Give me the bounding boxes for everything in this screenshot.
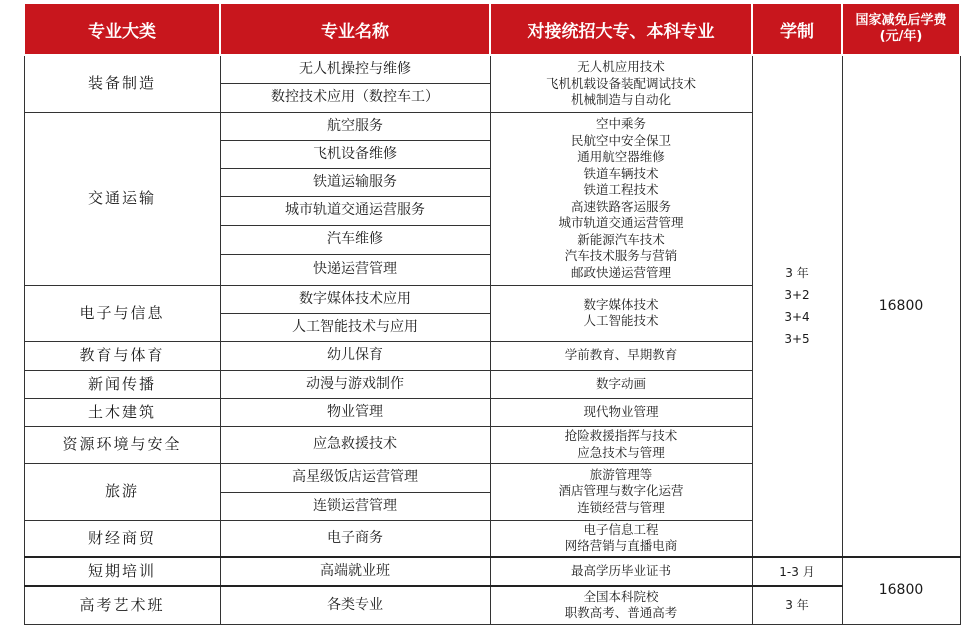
category-cell: 高考艺术班	[24, 586, 220, 624]
category-cell: 短期培训	[24, 557, 220, 586]
category-cell: 土木建筑	[24, 398, 220, 426]
target-line: 职教高考、普通高考	[564, 605, 678, 621]
duration-line: 3+5	[784, 332, 810, 346]
major-cell: 各类专业	[220, 586, 490, 624]
duration-cell	[752, 55, 842, 557]
header-fee-line2: (元/年)	[879, 29, 923, 44]
major-cell: 城市轨道交通运营服务	[220, 196, 490, 225]
target-cell	[490, 586, 752, 624]
tuition-table-container	[23, 4, 961, 625]
major-cell: 汽车维修	[220, 225, 490, 254]
header-fee-line1: 国家减免后学费	[855, 13, 947, 28]
category-cell: 新闻传播	[24, 370, 220, 398]
major-cell: 物业管理	[220, 398, 490, 426]
target-line: 人工智能技术	[583, 313, 659, 328]
category-cell: 交通运输	[24, 112, 220, 285]
target-cell: 学前教育、早期教育	[490, 341, 752, 370]
major-cell: 连锁运营管理	[220, 492, 490, 520]
category-cell: 电子与信息	[24, 285, 220, 341]
header-fee	[842, 4, 960, 55]
target-line: 数字媒体技术	[583, 296, 659, 312]
fee-cell: 16800	[842, 55, 960, 557]
duration-cell: 1-3 月	[752, 557, 842, 586]
major-cell: 铁道运输服务	[220, 168, 490, 196]
major-cell: 快递运营管理	[220, 254, 490, 285]
target-line: 网络营销与直播电商	[564, 538, 678, 554]
target-line: 旅游管理等	[589, 466, 653, 482]
target-cell	[490, 426, 752, 463]
major-cell: 飞机设备维修	[220, 140, 490, 168]
target-line: 城市轨道交通运营管理	[558, 215, 684, 230]
header-target: 对接统招大专、本科专业	[490, 4, 752, 55]
category-cell: 资源环境与安全	[24, 426, 220, 463]
header-row	[24, 4, 960, 55]
category-cell: 财经商贸	[24, 520, 220, 557]
major-cell: 应急救援技术	[220, 426, 490, 463]
header-major: 专业名称	[220, 4, 490, 55]
major-cell: 电子商务	[220, 520, 490, 557]
fee-cell: 16800	[842, 557, 960, 624]
duration-cell: 3 年	[752, 586, 842, 624]
target-cell	[490, 112, 752, 285]
category-cell: 教育与体育	[24, 341, 220, 370]
target-line: 民航空中安全保卫	[570, 132, 671, 148]
target-cell	[490, 463, 752, 520]
target-line: 应急技术与管理	[577, 444, 665, 460]
target-line: 新能源汽车技术	[577, 231, 665, 247]
target-line: 连锁经营与管理	[577, 499, 665, 515]
target-line: 抢险救援指挥与技术	[564, 428, 678, 443]
header-duration: 学制	[752, 4, 842, 55]
target-cell: 现代物业管理	[490, 398, 752, 426]
target-line: 汽车技术服务与营销	[564, 248, 678, 263]
category-cell: 旅游	[24, 463, 220, 520]
target-cell	[490, 285, 752, 341]
target-line: 邮政快递运营管理	[570, 264, 671, 280]
major-cell: 航空服务	[220, 112, 490, 140]
target-cell	[490, 520, 752, 557]
target-line: 空中乘务	[595, 116, 646, 131]
header-category: 专业大类	[24, 4, 220, 55]
target-line: 通用航空器维修	[577, 149, 665, 164]
major-cell: 动漫与游戏制作	[220, 370, 490, 398]
major-cell: 无人机操控与维修	[220, 55, 490, 83]
target-line: 高速铁路客运服务	[570, 198, 671, 214]
major-cell: 幼儿保育	[220, 341, 490, 370]
major-cell: 高星级饭店运营管理	[220, 463, 490, 492]
target-line: 机械制造与自动化	[570, 92, 671, 107]
program-table	[23, 4, 961, 625]
target-cell	[490, 55, 752, 112]
duration-line: 3 年	[785, 266, 809, 280]
duration-line: 3+2	[784, 288, 810, 302]
target-line: 铁道车辆技术	[583, 165, 659, 181]
target-line: 铁道工程技术	[583, 182, 659, 197]
major-cell: 数字媒体技术应用	[220, 285, 490, 313]
target-cell: 最高学历毕业证书	[490, 557, 752, 586]
target-line: 电子信息工程	[583, 521, 659, 537]
target-cell: 数字动画	[490, 370, 752, 398]
target-line: 酒店管理与数字化运营	[558, 483, 684, 499]
target-line: 全国本科院校	[583, 588, 659, 604]
target-line: 无人机应用技术	[577, 59, 665, 74]
category-cell: 装备制造	[24, 55, 220, 112]
major-cell: 人工智能技术与应用	[220, 313, 490, 341]
major-cell: 高端就业班	[220, 557, 490, 586]
major-cell: 数控技术应用（数控车工）	[220, 83, 490, 112]
target-line: 飞机机载设备装配调试技术	[545, 75, 696, 91]
duration-line: 3+4	[784, 310, 810, 324]
